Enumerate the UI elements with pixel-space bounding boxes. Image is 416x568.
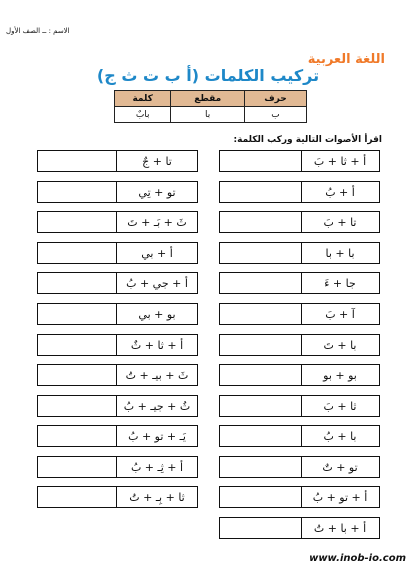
site-watermark: www.inob-io.com bbox=[309, 553, 406, 564]
example-header-letter: حرف bbox=[244, 91, 306, 107]
right-exercise-row bbox=[219, 425, 380, 447]
right-exercise-row bbox=[219, 364, 380, 386]
syllable-prompt: ثا + بِـ + تُ bbox=[129, 490, 185, 504]
syllable-prompt: أ + جي + بُ bbox=[126, 276, 188, 290]
syllable-prompt: با + با bbox=[325, 246, 355, 260]
answer-blank[interactable] bbox=[220, 365, 301, 385]
syllable-prompt: ثا + بَ bbox=[323, 399, 357, 413]
answer-blank[interactable] bbox=[38, 304, 116, 324]
answer-blank[interactable] bbox=[38, 212, 116, 232]
right-exercise-row bbox=[219, 272, 380, 294]
left-exercise-row bbox=[37, 395, 198, 417]
syllable-prompt: بو + بي bbox=[138, 307, 176, 321]
answer-blank[interactable] bbox=[38, 487, 116, 507]
answer-blank[interactable] bbox=[220, 518, 301, 538]
student-name-line: الاسم : ــ الصف الأول bbox=[6, 27, 70, 35]
syllable-prompt: أ + ثِـ + بُ bbox=[130, 460, 184, 474]
syllable-prompt: ثَ + بيـ + تُ bbox=[125, 368, 189, 382]
left-exercise-row bbox=[37, 272, 198, 294]
answer-blank[interactable] bbox=[220, 426, 301, 446]
syllable-prompt: با + تَ bbox=[323, 338, 357, 352]
right-exercise-row bbox=[219, 486, 380, 508]
left-exercise-row bbox=[37, 150, 198, 172]
example-table-header-row bbox=[115, 91, 307, 107]
syllable-prompt: أ + بُ bbox=[325, 185, 355, 199]
left-exercise-row bbox=[37, 425, 198, 447]
example-header-word: كلمة bbox=[115, 91, 171, 107]
left-exercise-row bbox=[37, 456, 198, 478]
answer-blank[interactable] bbox=[38, 396, 116, 416]
example-table bbox=[114, 90, 307, 123]
answer-blank[interactable] bbox=[38, 457, 116, 477]
example-letter: ب bbox=[244, 107, 306, 123]
answer-blank[interactable] bbox=[220, 151, 301, 171]
answer-blank[interactable] bbox=[38, 273, 116, 293]
answer-blank[interactable] bbox=[220, 212, 301, 232]
subject-title: اللغة العربية bbox=[307, 52, 385, 67]
right-exercise-row bbox=[219, 150, 380, 172]
lesson-title: تركيب الكلمات (أ ب ت ث ج) bbox=[96, 66, 320, 85]
syllable-prompt: تو + تٌ bbox=[322, 460, 358, 474]
answer-blank[interactable] bbox=[38, 365, 116, 385]
answer-blank[interactable] bbox=[38, 335, 116, 355]
instruction-text: اقرأ الأصوات التالية وركب الكلمة: bbox=[233, 135, 382, 145]
left-exercise-row bbox=[37, 181, 198, 203]
right-exercise-row bbox=[219, 211, 380, 233]
right-exercise-row bbox=[219, 395, 380, 417]
answer-blank[interactable] bbox=[38, 182, 116, 202]
right-exercise-row bbox=[219, 303, 380, 325]
answer-blank[interactable] bbox=[220, 243, 301, 263]
syllable-prompt: أ + ثا + ثٌ bbox=[130, 338, 184, 352]
answer-blank[interactable] bbox=[220, 396, 301, 416]
syllable-prompt: با + بُ bbox=[323, 429, 357, 443]
syllable-prompt: آ + بَ bbox=[325, 307, 355, 321]
answer-blank[interactable] bbox=[220, 487, 301, 507]
left-exercise-row bbox=[37, 334, 198, 356]
answer-blank[interactable] bbox=[220, 335, 301, 355]
answer-blank[interactable] bbox=[38, 243, 116, 263]
example-table-row bbox=[115, 107, 307, 123]
syllable-prompt: ثُ + جيـ + بُ bbox=[123, 399, 191, 413]
left-exercise-row bbox=[37, 303, 198, 325]
right-exercise-row bbox=[219, 181, 380, 203]
right-exercise-row bbox=[219, 456, 380, 478]
syllable-prompt: يَـ + تو + بُ bbox=[128, 429, 186, 443]
left-exercise-row bbox=[37, 211, 198, 233]
syllable-prompt: تا + بَ bbox=[323, 215, 357, 229]
syllable-prompt: أ + تو + بُ bbox=[312, 490, 368, 504]
answer-blank[interactable] bbox=[220, 273, 301, 293]
left-exercise-row bbox=[37, 242, 198, 264]
answer-blank[interactable] bbox=[220, 304, 301, 324]
syllable-prompt: تا + جٌ bbox=[142, 154, 172, 168]
syllable-prompt: تو + تِي bbox=[138, 185, 176, 199]
left-exercise-row bbox=[37, 486, 198, 508]
example-syllable: با bbox=[171, 107, 245, 123]
answer-blank[interactable] bbox=[38, 426, 116, 446]
syllable-prompt: ثَ + بَـ + تَ bbox=[127, 215, 187, 229]
right-exercise-row bbox=[219, 517, 380, 539]
example-header-syllable: مقطع bbox=[171, 91, 245, 107]
answer-blank[interactable] bbox=[220, 457, 301, 477]
syllable-prompt: أ + ثا + بَ bbox=[313, 154, 367, 168]
answer-blank[interactable] bbox=[220, 182, 301, 202]
left-exercise-row bbox=[37, 364, 198, 386]
right-exercise-row bbox=[219, 242, 380, 264]
answer-blank[interactable] bbox=[38, 151, 116, 171]
syllable-prompt: أ + با + تُ bbox=[313, 521, 367, 535]
syllable-prompt: جا + ءَ bbox=[324, 276, 356, 290]
example-word: بابٌ bbox=[115, 107, 171, 123]
syllable-prompt: بو + بو bbox=[323, 368, 357, 382]
right-exercise-row bbox=[219, 334, 380, 356]
syllable-prompt: أ + بي bbox=[141, 246, 173, 260]
